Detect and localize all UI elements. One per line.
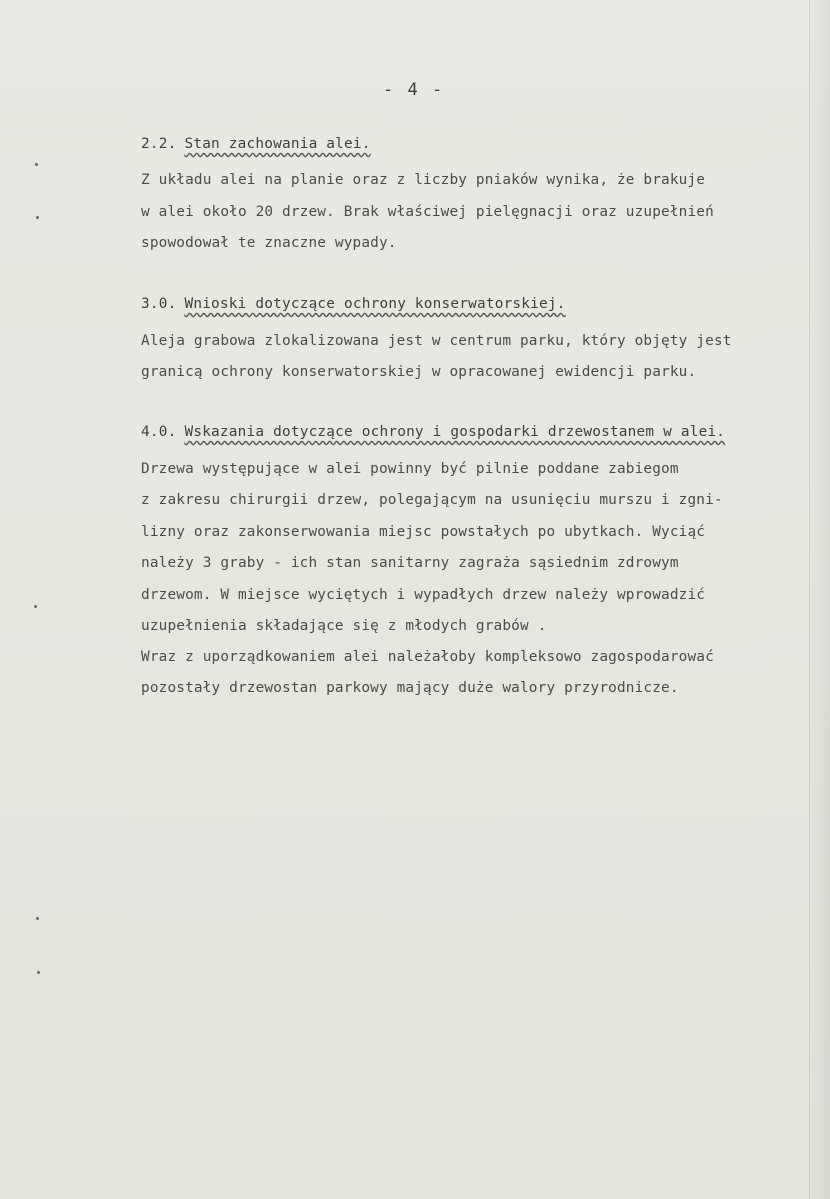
page-edge-line [809, 0, 810, 1199]
text-line: uzupełnienia składające się z młodych grabów . [141, 618, 547, 634]
page-edge-shadow [808, 0, 830, 1199]
text-line: spowodował te znaczne wypady. [141, 235, 397, 251]
text-line: drzewom. W miejsce wyciętych i wypadłych drzew należy wprowadzić [141, 587, 706, 603]
margin-mark [35, 163, 38, 166]
margin-mark [37, 971, 40, 974]
text-line: w alei około 20 drzew. Brak właściwej pielęgnacji oraz uzupełnień [141, 204, 714, 220]
text-line: granicą ochrony konserwatorskiej w opracowanej ewidencji parku. [141, 364, 697, 380]
text-line: pozostały drzewostan parkowy mający duże walory przyrodnicze. [141, 680, 679, 696]
text-line: należy 3 graby - ich stan sanitarny zagraża sąsiednim zdrowym [141, 555, 679, 571]
section-number: 3.0. [141, 296, 177, 312]
section-heading [141, 424, 725, 440]
text-line: z zakresu chirurgii drzew, polegającym na usunięciu murszu i zgni- [141, 492, 723, 508]
text-line: Drzewa występujące w alei powinny być pilnie poddane zabiegom [141, 461, 679, 477]
margin-mark [36, 917, 39, 920]
section-title: Wskazania dotyczące ochrony i gospodarki drzewostanem w alei. [184, 424, 726, 440]
page-number: - 4 - [383, 80, 445, 100]
margin-mark [34, 605, 37, 608]
section-title: Stan zachowania alei. [184, 136, 371, 152]
section-number: 2.2. [141, 136, 177, 152]
text-line: Z układu alei na planie oraz z liczby pniaków wynika, że brakuje [141, 172, 706, 188]
text-line: Aleja grabowa zlokalizowana jest w centrum parku, który objęty jest [141, 333, 732, 349]
section-heading [141, 296, 566, 312]
section-title: Wnioski dotyczące ochrony konserwatorskiej. [184, 296, 566, 312]
section-heading [141, 136, 371, 152]
margin-mark [36, 216, 39, 219]
text-line: lizny oraz zakonserwowania miejsc powstałych po ubytkach. Wyciąć [141, 524, 706, 540]
section-number: 4.0. [141, 424, 177, 440]
text-line: Wraz z uporządkowaniem alei należałoby kompleksowo zagospodarować [141, 649, 714, 665]
